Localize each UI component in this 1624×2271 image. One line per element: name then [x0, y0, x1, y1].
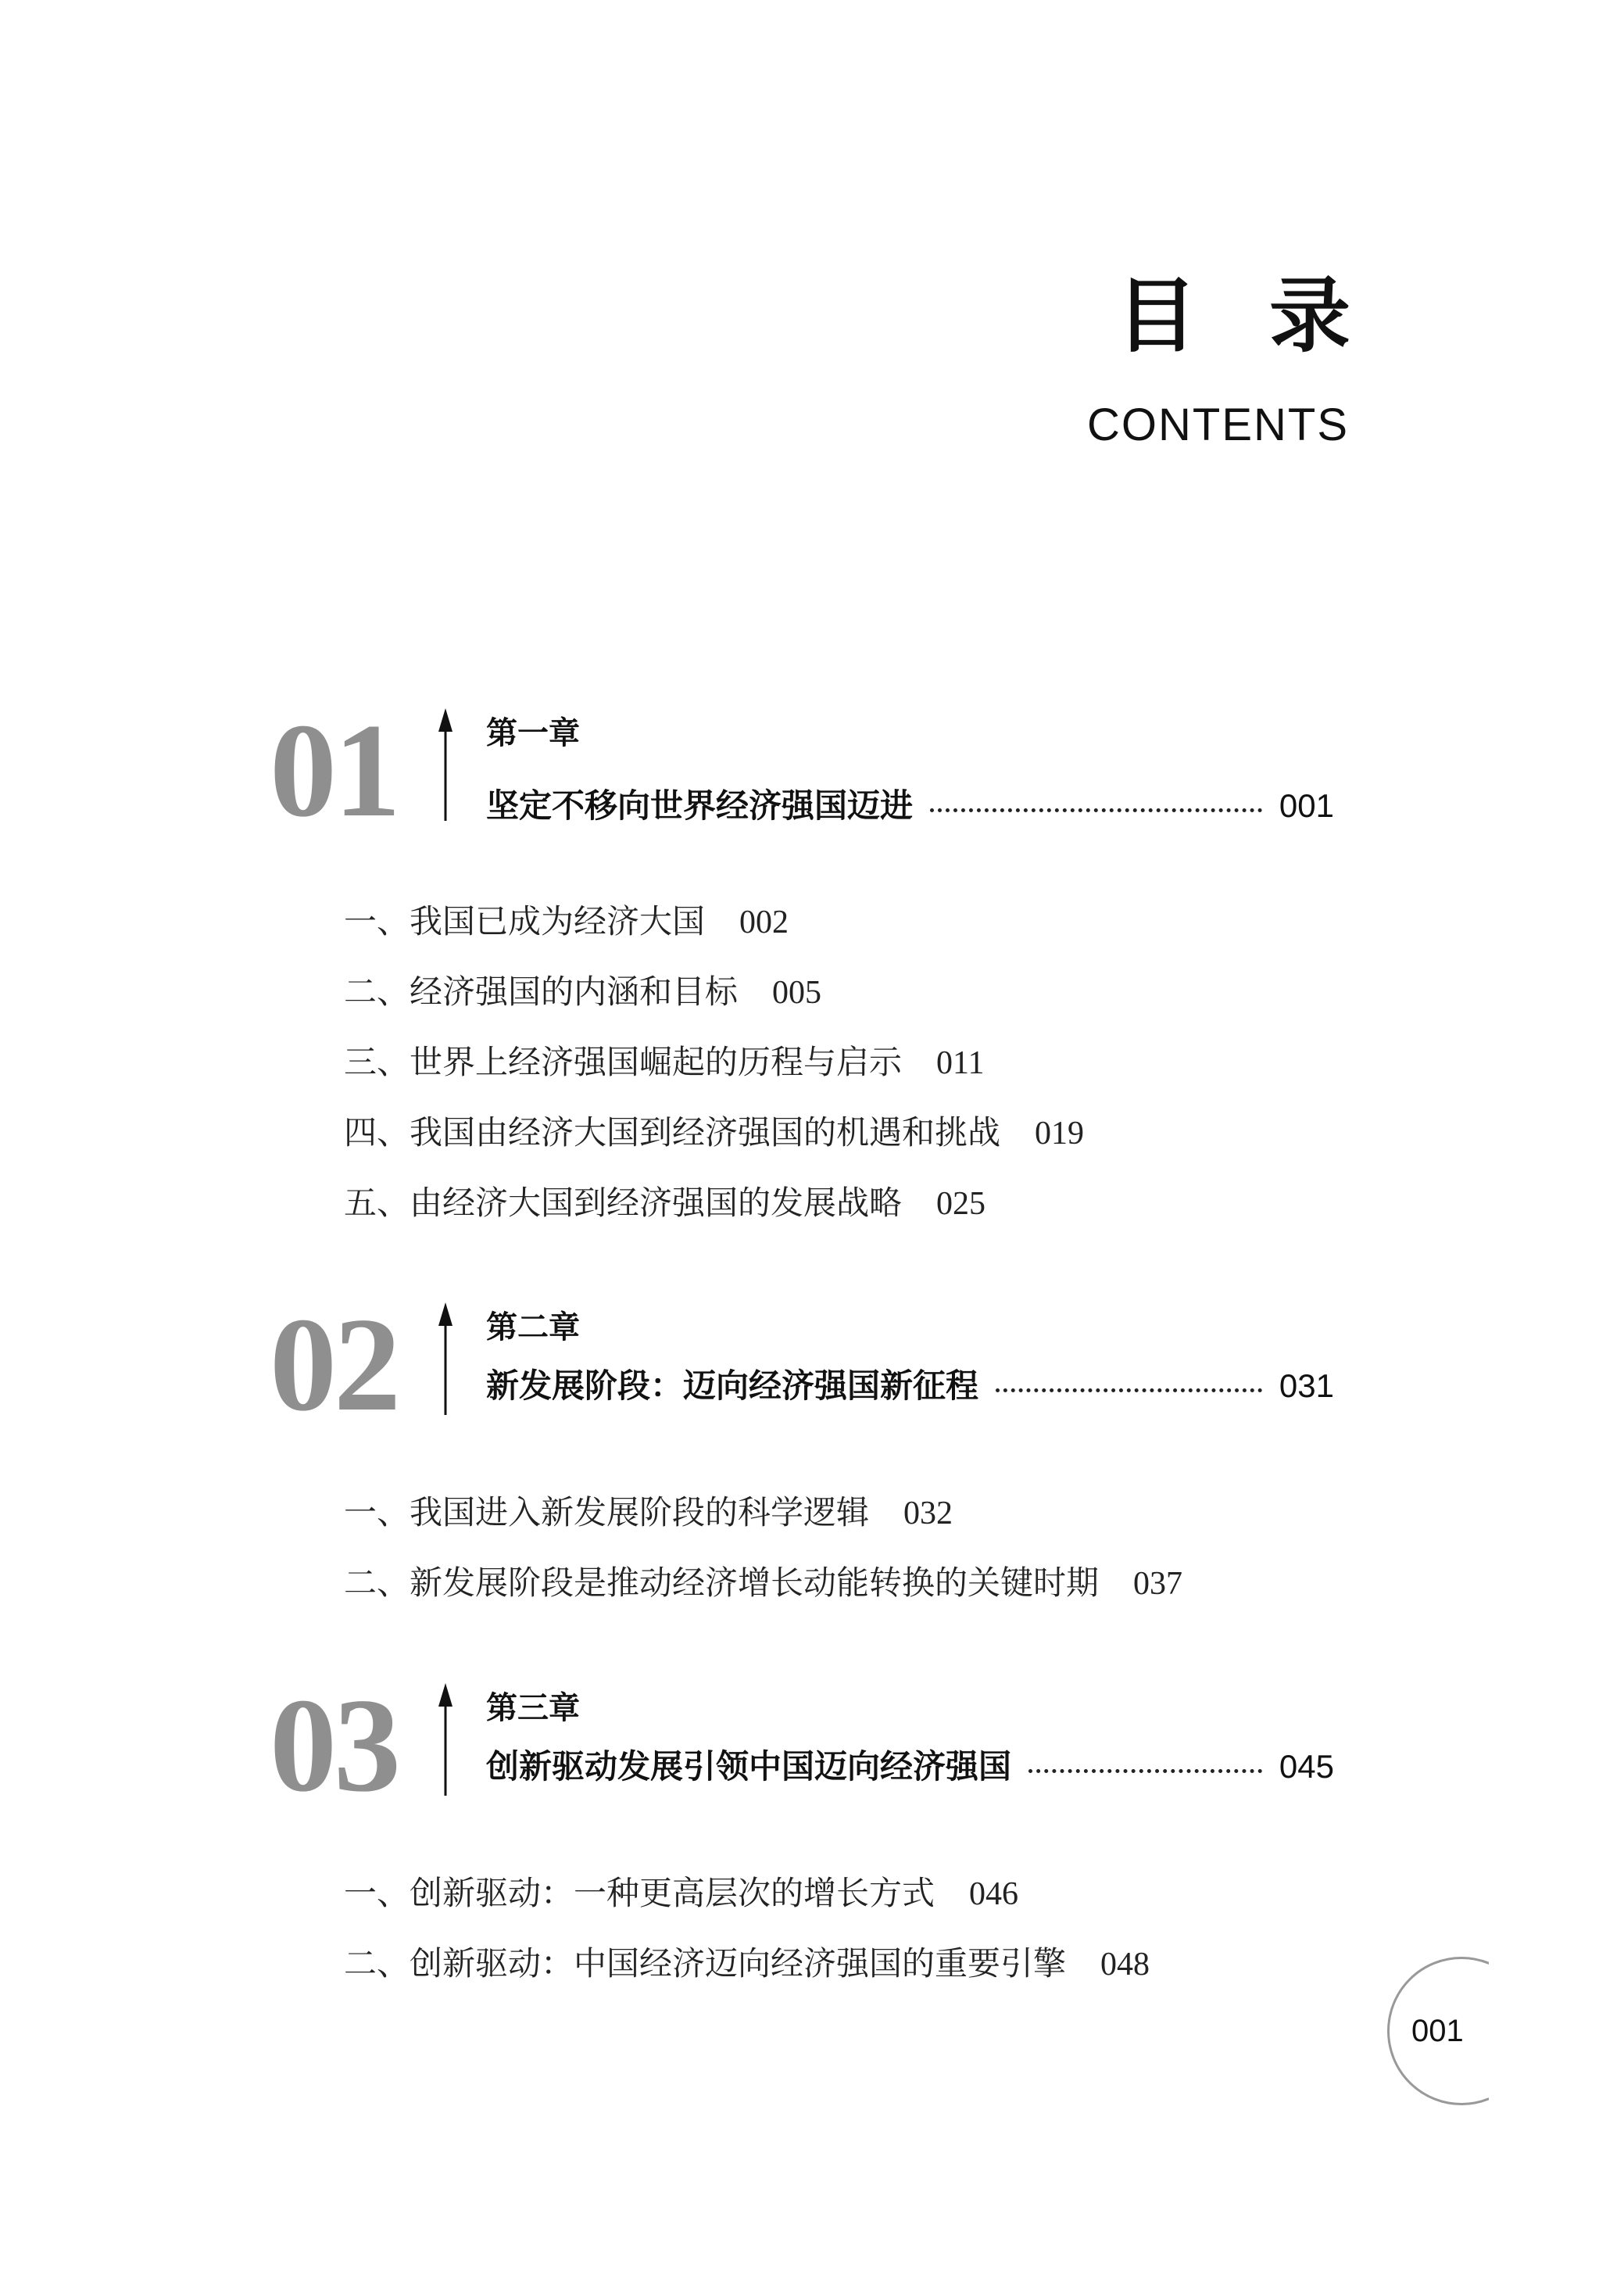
chapter-page-number: 031	[1279, 1367, 1334, 1404]
arrow-up-icon	[434, 704, 457, 821]
toc-entry-title: 二、经济强国的内涵和目标	[344, 973, 739, 1011]
toc-entry-title: 一、我国进入新发展阶段的科学逻辑	[344, 1493, 870, 1531]
page-subtitle: CONTENTS	[1087, 399, 1349, 450]
dot-leader	[930, 808, 1262, 812]
toc-entry-page: 046	[969, 1876, 1019, 1912]
toc-entry[interactable]	[344, 1944, 1150, 1983]
chapter-entry[interactable]	[486, 1741, 1334, 1785]
chapter-heading-02	[0, 1291, 1624, 1454]
chapter-page-number: 045	[1279, 1748, 1334, 1785]
toc-entry-title: 一、创新驱动：一种更高层次的增长方式	[344, 1874, 935, 1912]
chapter-heading-01	[0, 697, 1624, 860]
chapter-heading-03	[0, 1671, 1624, 1835]
toc-entry[interactable]	[344, 1113, 1085, 1152]
toc-entry-page: 048	[1100, 1947, 1150, 1983]
toc-entry-page: 019	[1035, 1116, 1085, 1152]
chapter-label: 第三章	[486, 1690, 580, 1726]
chapter-number: 01	[270, 697, 398, 845]
chapter-entry[interactable]	[486, 780, 1334, 824]
dot-leader	[1028, 1769, 1262, 1773]
arrow-up-icon	[434, 1298, 457, 1415]
page-title: 目录	[1115, 268, 1422, 364]
toc-entry-title: 一、我国已成为经济大国	[344, 902, 706, 940]
toc-entry-page: 011	[936, 1045, 985, 1081]
toc-entry[interactable]	[344, 1874, 1019, 1912]
toc-entry-title: 二、新发展阶段是推动经济增长动能转换的关键时期	[344, 1564, 1100, 1602]
toc-entry-page: 032	[903, 1495, 953, 1531]
dot-leader	[996, 1388, 1262, 1392]
chapter-title[interactable]: 创新驱动发展引领中国迈向经济强国	[486, 1747, 1012, 1786]
toc-entry[interactable]	[344, 973, 822, 1011]
chapter-title[interactable]: 坚定不移向世界经济强国迈进	[486, 786, 914, 825]
toc-entry-title: 五、由经济大国到经济强国的发展战略	[344, 1184, 903, 1222]
chapter-title[interactable]: 新发展阶段：迈向经济强国新征程	[486, 1367, 979, 1405]
toc-entry-page: 002	[739, 904, 789, 940]
toc-entry-title: 二、创新驱动：中国经济迈向经济强国的重要引擎	[344, 1944, 1067, 1983]
chapter-entry[interactable]	[486, 1360, 1334, 1404]
toc-entry-title: 三、世界上经济强国崛起的历程与启示	[344, 1043, 903, 1081]
toc-entry[interactable]	[344, 1043, 985, 1081]
toc-entry-page: 025	[936, 1186, 986, 1222]
toc-entry[interactable]	[344, 1493, 953, 1531]
toc-entry[interactable]	[344, 1564, 1183, 1602]
toc-entry[interactable]	[344, 902, 789, 940]
toc-entry-page: 005	[772, 975, 822, 1011]
chapter-number: 02	[270, 1291, 398, 1439]
chapter-label: 第一章	[486, 715, 580, 751]
arrow-up-icon	[434, 1678, 457, 1796]
chapter-label: 第二章	[486, 1309, 580, 1345]
chapter-number: 03	[270, 1671, 398, 1820]
toc-entry-title: 四、我国由经济大国到经济强国的机遇和挑战	[344, 1113, 1001, 1152]
toc-entry-page: 037	[1133, 1566, 1183, 1602]
chapter-page-number: 001	[1279, 787, 1334, 824]
page-number: 001	[1411, 2014, 1464, 2048]
toc-entry[interactable]	[344, 1184, 986, 1222]
